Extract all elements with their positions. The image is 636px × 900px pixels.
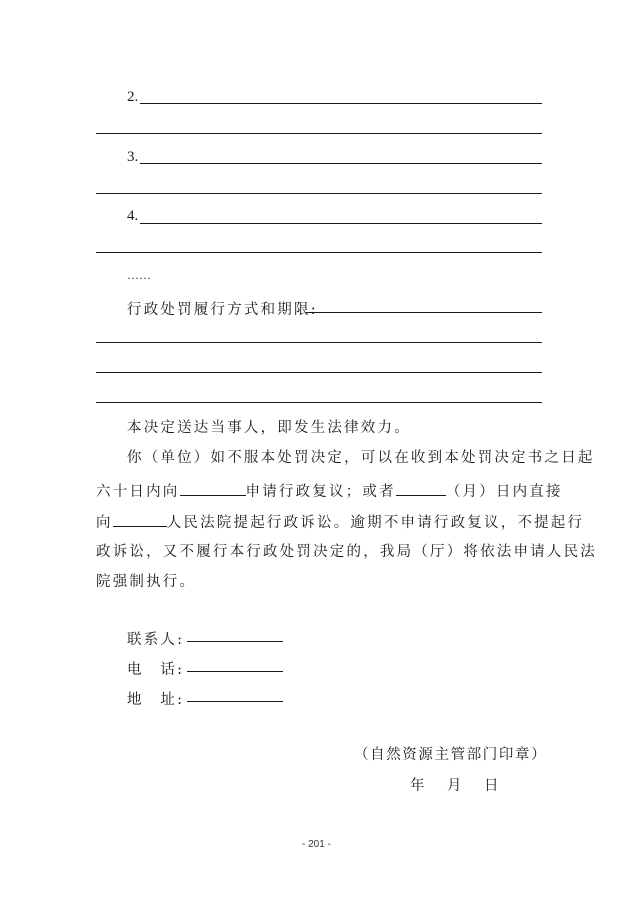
fill-line (140, 163, 542, 164)
appeal-paragraph-line: 你（单位）如不服本处罚决定，可以在收到本处罚决定书之日起 (127, 450, 595, 466)
appeal-paragraph-line: 院强制执行。 (96, 574, 197, 590)
appeal-paragraph-line (96, 510, 584, 532)
appeal-paragraph-line (96, 479, 563, 501)
effect-paragraph: 本决定送达当事人，即发生法律效力。 (127, 420, 411, 436)
date-text: 年 月 日 (410, 778, 503, 794)
agency-blank (180, 479, 246, 496)
list-item-label-3: 3. (127, 149, 139, 165)
contact-person-line (187, 641, 283, 642)
page-number: - 201 - (302, 839, 331, 850)
period-blank (396, 479, 446, 496)
appeal-text: 六十日内向 (96, 484, 180, 500)
address-label: 地 址: (127, 692, 185, 708)
seal-text: （自然资源主管部门印章） (354, 747, 548, 763)
appeal-text: 申请行政复议；或者 (245, 484, 396, 500)
phone-label: 电 话: (127, 662, 185, 678)
list-item-label-2: 2. (127, 89, 139, 105)
fill-line (96, 372, 542, 373)
fill-line (96, 133, 542, 134)
fill-line (96, 342, 542, 343)
fill-line (140, 103, 542, 104)
list-item-label-4: 4. (127, 208, 139, 224)
fill-line (306, 312, 542, 313)
appeal-text: （月）日内直接 (445, 484, 563, 500)
fill-line (96, 402, 542, 403)
fill-line (96, 193, 542, 194)
phone-line (187, 671, 283, 672)
appeal-text: 向 (96, 515, 113, 531)
performance-label: 行政处罚履行方式和期限: (127, 302, 318, 318)
court-blank (113, 510, 167, 527)
appeal-text: 人民法院提起行政诉讼。逾期不申请行政复议，不提起行 (166, 515, 585, 531)
fill-line (140, 223, 542, 224)
contact-person-label: 联系人: (127, 632, 185, 648)
fill-line (96, 252, 542, 253)
ellipsis: …… (127, 268, 151, 282)
address-line (187, 701, 283, 702)
appeal-paragraph-line: 政诉讼，又不履行本行政处罚决定的，我局（厅）将依法申请人民法 (96, 544, 597, 560)
